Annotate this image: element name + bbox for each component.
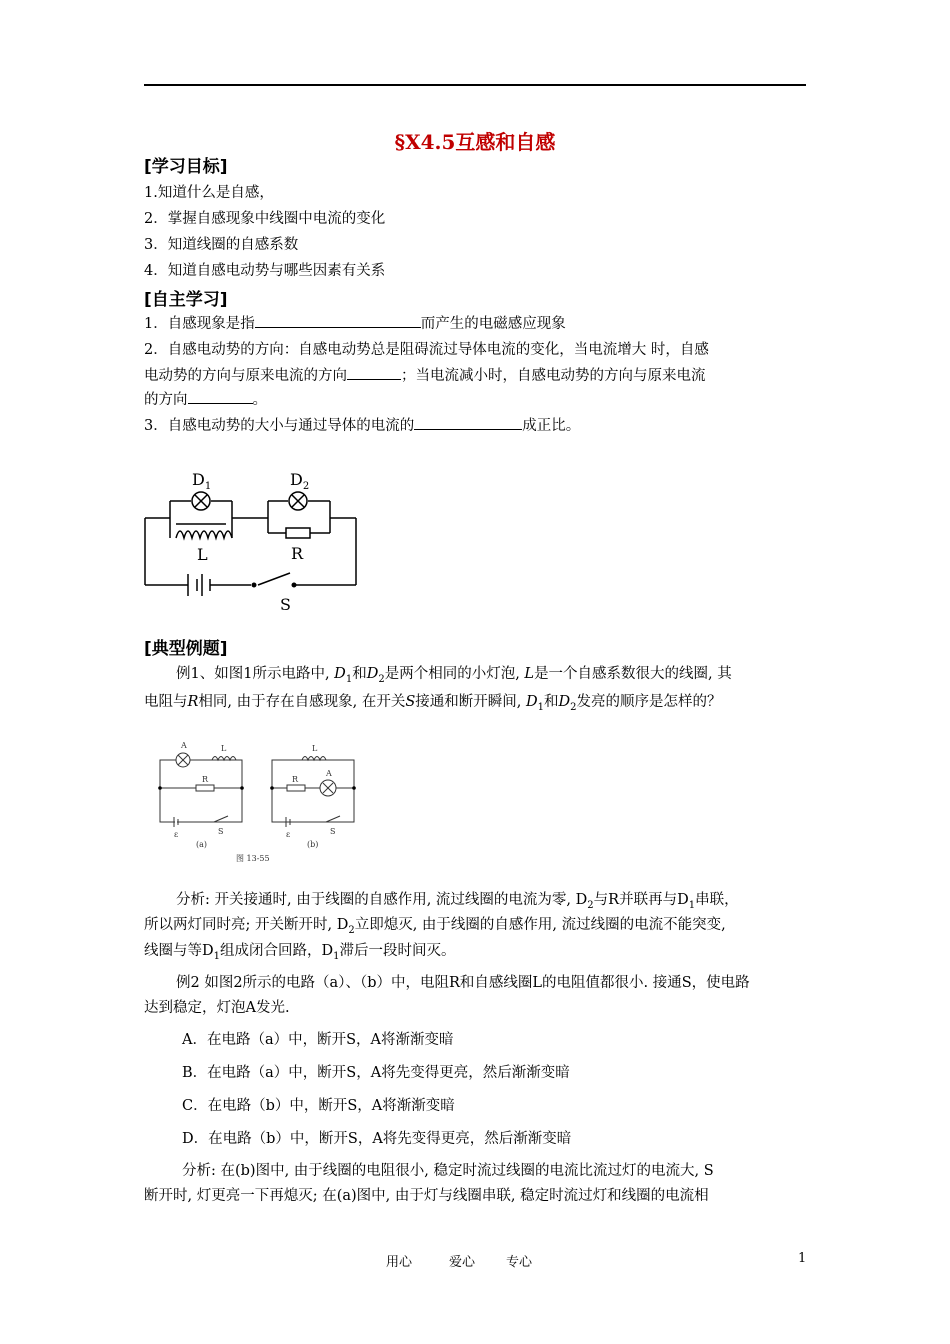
analysis-2-line-1: 分析: 在(b)图中, 由于线圈的电阻很小, 稳定时流过线圈的电流比流过灯的电流大, S (182, 1163, 714, 1179)
subscript: 1 (345, 673, 353, 685)
subscript: 1 (213, 950, 221, 962)
answer-blank (347, 364, 401, 380)
question-3-text-end: 成正比。 (522, 418, 581, 434)
option-b: B．在电路（a）中，断开S，A将先变得更亮，然后渐渐变暗 (182, 1065, 570, 1081)
symbol-d: D (366, 666, 379, 682)
analysis-1-line-1 (176, 888, 739, 911)
analysis-1-line-3 (144, 939, 456, 962)
example-1-text: 例1、如图1所示电路中, (176, 666, 330, 682)
label-switch: S (280, 595, 291, 614)
symbol-d: D (558, 694, 571, 710)
question-1 (144, 312, 566, 333)
analysis-text: 与R并联再与D (593, 892, 689, 908)
fig-a-label-r: R (202, 775, 209, 784)
fig-a-label-e: ε (174, 830, 179, 839)
page-title: §X4.5互感和自感 (394, 130, 556, 154)
question-3-text: 3．自感电动势的大小与通过导体的电流的 (144, 418, 415, 434)
footer-text: 爱心 (449, 1255, 476, 1270)
label-inductor: L (197, 545, 208, 564)
conjunction: 和 (544, 694, 559, 710)
circuit-diagram-1 (140, 468, 370, 618)
example-1-line-2 (144, 690, 722, 713)
label-d2: $D_2$ (290, 470, 310, 492)
subscript: 1 (537, 701, 545, 713)
label-resistor: R (291, 544, 304, 563)
section-heading-goals: [学习目标] (144, 157, 228, 177)
fig-b-label-a: A (326, 769, 332, 778)
symbol-r: R (187, 694, 199, 710)
analysis-text: 组成闭合回路，D (220, 943, 334, 959)
example-1-text: 相同, 由于存在自感现象, 在开关 (198, 694, 406, 710)
analysis-text: 所以两灯同时亮; 开关断开时, D (144, 917, 349, 933)
fig-a-label-a: A (181, 741, 187, 750)
fig-b-label-r: R (292, 775, 299, 784)
subscript: 2 (570, 701, 577, 713)
analysis-text: 分析: 开关接通时, 由于线圈的自感作用, 流过线圈的电流为零, D (176, 892, 588, 908)
goal-item: 3．知道线圈的自感系数 (144, 237, 299, 253)
answer-blank (188, 388, 253, 404)
example-1-text: 是一个自感系数很大的线圈, 其 (534, 666, 732, 682)
symbol-d: D (526, 694, 538, 710)
switch-contact (292, 583, 297, 588)
question-2-line-1: 2．自感电动势的方向：自感电动势总是阻碍流过导体电流的变化，当电流增大 时，自感 (144, 342, 709, 358)
subscript: 2 (348, 924, 355, 936)
question-2-line-3 (144, 388, 267, 409)
fig-b-label-e: ε (286, 830, 291, 839)
subscript: 2 (587, 899, 594, 911)
analysis-1-line-2 (144, 913, 726, 936)
fig-a-label-s: S (218, 827, 224, 836)
analysis-text: 串联， (695, 892, 739, 908)
example-2-line-2: 达到稳定，灯泡A发光. (144, 1000, 290, 1016)
subscript: 2 (378, 673, 385, 685)
section-heading-self-study: [自主学习] (144, 290, 228, 310)
question-2-line-2 (144, 364, 706, 385)
label-d1: $D_1$ (192, 470, 212, 492)
example-1-line-1 (176, 662, 732, 685)
question-2-text: 的方向 (144, 392, 188, 408)
question-2-text: 电动势的方向与原来电流的方向 (144, 368, 347, 384)
fig-b-label-l: L (312, 744, 318, 753)
example-1-text: 接通和断开瞬间, (415, 694, 522, 710)
footer-text: 专心 (506, 1255, 533, 1270)
option-d: D．在电路（b）中，断开S，A将先变得更亮，然后渐渐变暗 (182, 1131, 572, 1147)
goal-item: 2．掌握自感现象中线圈中电流的变化 (144, 211, 386, 227)
example-1-text: 发亮的顺序是怎样的？ (576, 694, 722, 710)
switch-contact (252, 583, 257, 588)
question-2-text-end: 。 (252, 392, 267, 408)
example-1-text: 电阻与 (144, 694, 188, 710)
fig-a-label-l: L (221, 744, 227, 753)
page-number: 1 (798, 1251, 807, 1266)
fig-caption-a: (a) (196, 840, 208, 849)
analysis-text: 滞后一段时间灭。 (339, 943, 456, 959)
figure-caption: 图 13-55 (236, 854, 270, 863)
goal-item: 1.知道什么是自感， (144, 185, 274, 201)
answer-blank (414, 414, 522, 430)
circuit-diagram-2 (152, 740, 367, 865)
option-a: A．在电路（a）中，断开S，A将渐渐变暗 (182, 1032, 454, 1048)
option-c: C．在电路（b）中，断开S，A将渐渐变暗 (182, 1098, 455, 1114)
question-1-text-end: 而产生的电磁感应现象 (420, 316, 566, 332)
question-3 (144, 414, 580, 435)
subscript: 1 (688, 899, 696, 911)
symbol-d: D (334, 666, 346, 682)
analysis-text: 立即熄灭, 由于线圈的自感作用, 流过线圈的电流不能突变, (354, 917, 726, 933)
subscript: 1 (333, 950, 340, 962)
fig-caption-b: (b) (307, 840, 319, 849)
symbol-l: L (524, 666, 535, 682)
section-heading-examples: [典型例题] (144, 639, 228, 659)
question-1-text: 1．自感现象是指 (144, 316, 255, 332)
question-2-text-end: ；当电流减小时，自感电动势的方向与原来电流 (401, 368, 706, 384)
conjunction: 和 (352, 666, 367, 682)
goal-item: 4．知道自感电动势与哪些因素有关系 (144, 263, 386, 279)
example-1-text: 是两个相同的小灯泡, (384, 666, 520, 682)
example-2-line-1: 例2 如图2所示的电路（a）、（b）中，电阻R和自感线圈L的电阻值都很小. 接通S，使电路 (176, 975, 750, 991)
analysis-2-line-2: 断开时, 灯更亮一下再熄灭; 在(a)图中, 由于灯与线圈串联, 稳定时流过灯和线圈的电流相 (144, 1188, 709, 1204)
analysis-text: 线圈与等D (144, 943, 214, 959)
symbol-s: S (405, 694, 416, 710)
answer-blank (255, 312, 421, 328)
header-rule (144, 84, 806, 86)
footer-text: 用心 (386, 1255, 413, 1270)
fig-b-label-s: S (330, 827, 336, 836)
